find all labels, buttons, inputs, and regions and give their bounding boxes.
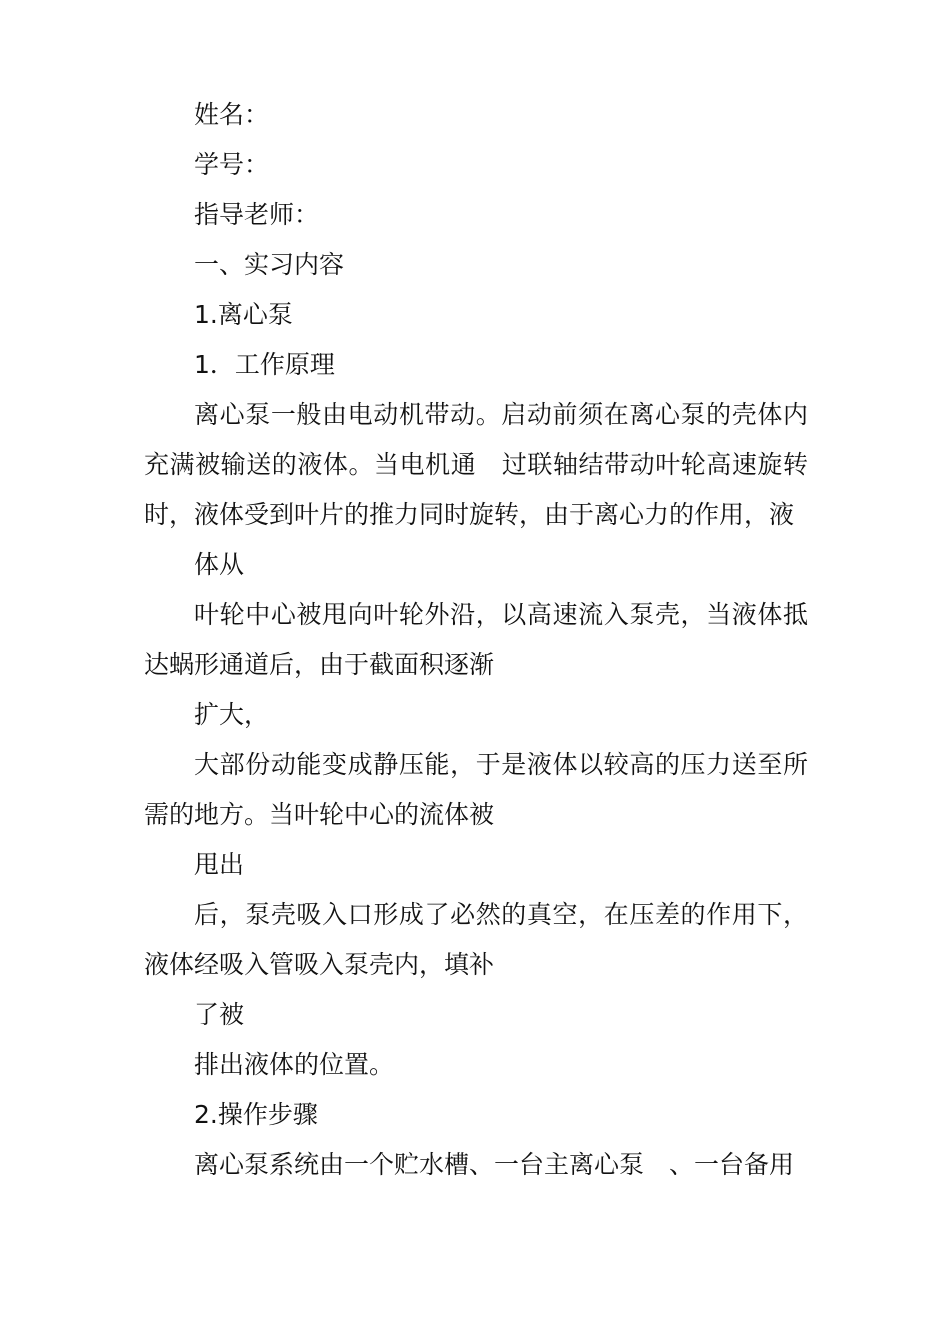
paragraph: 体从 [194,550,245,579]
student-id-label: 学号： [194,150,270,179]
paragraph: 扩大， [194,700,270,729]
paragraph: 离心泵系统由一个贮水槽、一台主离心泵 、一台备用 [194,1150,795,1179]
name-label: 姓名： [194,100,270,129]
paragraph: 了被 [194,1000,245,1029]
section-heading: 一、实习内容 [194,250,345,279]
paragraph: 叶轮中心被甩向叶轮外沿，以高速流入泵壳，当液体抵达蜗形通道后，由于截面积逐渐 [144,600,808,679]
paragraph: 甩出 [194,850,245,879]
advisor-label: 指导老师： [194,200,320,229]
subsubsection-heading: 2.操作步骤 [194,1100,318,1129]
paragraph: 大部份动能变成静压能，于是液体以较高的压力送至所需的地方。当叶轮中心的流体被 [144,750,808,829]
subsection-heading: 1.离心泵 [194,300,293,329]
document-body [144,90,808,1190]
paragraph: 排出液体的位置。 [194,1050,395,1079]
paragraph: 离心泵一般由电动机带动。启动前须在离心泵的壳体内充满被输送的液体。当电机通 过联轴结带动叶轮高速旋转时，液体受到叶片的推力同时旋转，由于离心力的作用，液 [144,400,808,529]
paragraph: 后，泵壳吸入口形成了必然的真空，在压差的作用下，液体经吸入管吸入泵壳内，填补 [144,900,808,979]
subsubsection-heading: 1．工作原理 [194,350,335,379]
